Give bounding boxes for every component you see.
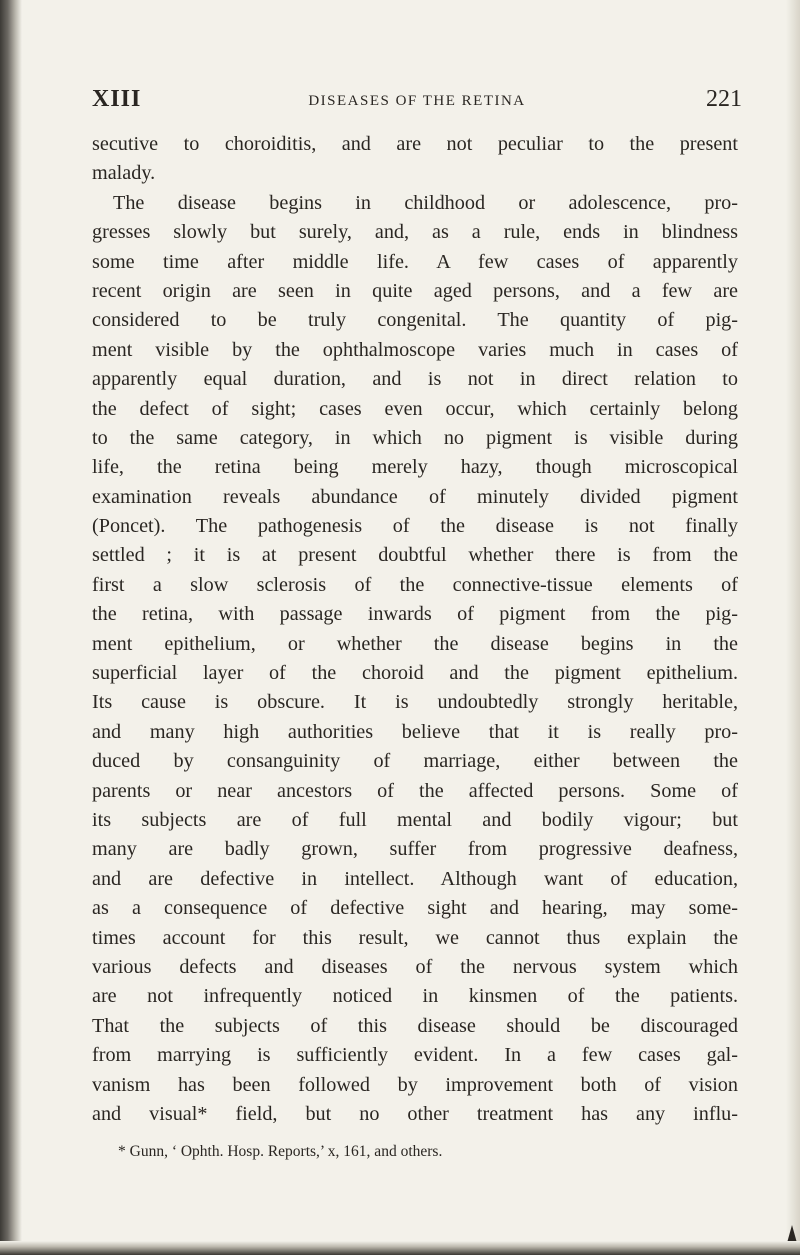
text-line: and visual* field, but no other treatment has any influ- — [92, 1102, 738, 1125]
text-line: That the subjects of this disease should be discouraged — [92, 1014, 738, 1037]
binding-shadow — [0, 0, 22, 1255]
text-line: times account for this result, we cannot thus explain the — [92, 926, 738, 949]
text-line: to the same category, in which no pigment is visible during — [92, 426, 738, 449]
text-line: some time after middle life. A few cases of apparently — [92, 250, 738, 273]
text-line: are not infrequently noticed in kinsmen of the patients. — [92, 985, 738, 1008]
page-right-edge — [786, 0, 800, 1255]
text-line: the retina, with passage inwards of pigment from the pig- — [92, 603, 738, 626]
running-title: DISEASES OF THE RETINA — [308, 93, 526, 109]
text-line: considered to be truly congenital. The quantity of pig- — [92, 309, 738, 332]
text-line: its subjects are of full mental and bodily vigour; but — [92, 808, 738, 831]
page-number: 221 — [706, 86, 742, 112]
text-line: many are badly grown, suffer from progressive deafness, — [92, 838, 738, 861]
text-line: Its cause is obscure. It is undoubtedly strongly heritable, — [92, 691, 738, 714]
text-line: secutive to choroiditis, and are not peculiar to the present — [92, 133, 738, 155]
chapter-number: XIII — [92, 86, 142, 112]
text-line: parents or near ancestors of the affected persons. Some of — [92, 779, 738, 802]
text-line: various defects and diseases of the nervous system which — [92, 955, 738, 978]
text-line: (Poncet). The pathogenesis of the disease is not finally — [92, 515, 738, 538]
text-line: malady. — [92, 162, 156, 185]
text-line: first a slow sclerosis of the connective-tissue elements of — [92, 573, 738, 596]
text-line: settled ; it is at present doubtful whether there is from the — [92, 544, 738, 567]
text-line: ment epithelium, or whether the disease begins in the — [92, 632, 738, 655]
text-line: gresses slowly but surely, and, as a rule, ends in blindness — [92, 221, 738, 244]
footnote: * Gunn, ‘ Ophth. Hosp. Reports,’ x, 161, and others. — [118, 1143, 443, 1160]
text-line: apparently equal duration, and is not in direct relation to — [92, 368, 738, 391]
text-line: The disease begins in childhood or adolescence, pro- — [113, 191, 738, 214]
text-line: and many high authorities believe that it is really pro- — [92, 720, 738, 743]
running-header — [92, 84, 742, 114]
text-line: examination reveals abundance of minutely divided pigment — [92, 485, 738, 508]
text-line: ment visible by the ophthalmoscope varies much in cases of — [92, 338, 738, 361]
body-text — [92, 130, 738, 1129]
text-line: and are defective in intellect. Although want of education, — [92, 867, 738, 890]
text-line: superficial layer of the choroid and the pigment epithelium. — [92, 662, 738, 685]
text-line: vanism has been followed by improvement both of vision — [92, 1073, 738, 1096]
page-bottom-edge — [0, 1241, 800, 1255]
text-line: recent origin are seen in quite aged persons, and a few are — [92, 279, 738, 302]
text-line: the defect of sight; cases even occur, which certainly belong — [92, 397, 738, 420]
text-line: life, the retina being merely hazy, though microscopical — [92, 456, 738, 479]
text-line: duced by consanguinity of marriage, either between the — [92, 750, 738, 773]
text-line: from marrying is sufficiently evident. In a few cases gal- — [92, 1044, 738, 1067]
text-line: as a consequence of defective sight and hearing, may some- — [92, 897, 738, 920]
